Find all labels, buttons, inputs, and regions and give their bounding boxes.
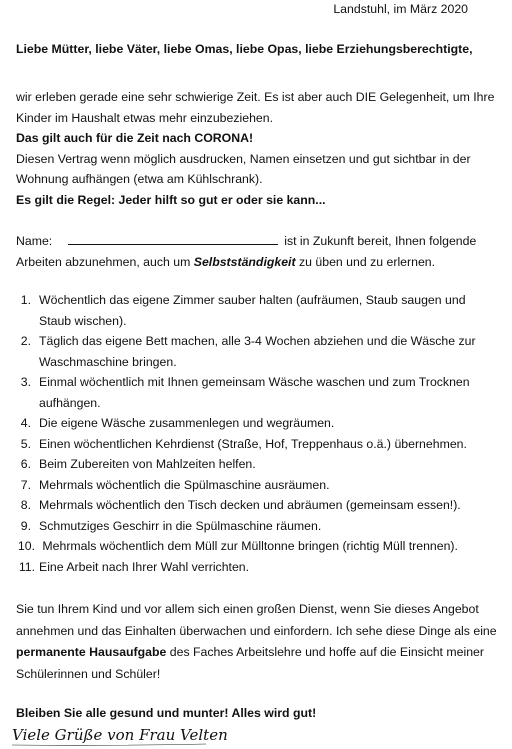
task-number-text: 7. [20, 477, 31, 492]
task-item-continuation [16, 311, 476, 332]
task-text: Täglich das eigene Bett machen, alle 3-4 Wochen abziehen und die Wäsche zur [39, 334, 476, 348]
task-item [16, 413, 476, 434]
closing-line: Sie tun Ihrem Kind und vor allem sich einen großen Dienst, wenn Sie dieses Angebot [16, 602, 479, 616]
intro-line: wir erleben gerade eine sehr schwierige Zeit. Es ist aber auch DIE Gelegenheit, um Ihre [16, 90, 495, 104]
place-date: Landstuhl, im März 2020 [333, 2, 468, 16]
intro-line: Kinder im Haushalt etwas mehr einzubeziehen. [16, 110, 274, 125]
task-item [16, 290, 476, 311]
name-line2-pre: Arbeiten abzunehmen, auch um [16, 254, 194, 269]
task-text: Waschmaschine bringen. [39, 354, 177, 369]
closing-line: Schülerinnen und Schüler! [16, 666, 161, 681]
name-label: Name: [16, 234, 53, 248]
task-item [16, 516, 476, 537]
task-item [16, 434, 476, 455]
closing-paragraph [16, 599, 497, 685]
farewell: Bleiben Sie alle gesund und munter! Alles wird gut! [16, 706, 317, 720]
task-number-text: 5. [20, 436, 31, 451]
intro-paragraph [16, 87, 494, 211]
task-text: Wöchentlich das eigene Zimmer sauber halten (aufräumen, Staub saugen und [39, 293, 466, 307]
selbststaendigkeit-emphasis: Selbstständigkeit [193, 254, 296, 269]
task-text: Beim Zubereiten von Mahlzeiten helfen. [39, 457, 256, 471]
name-blank-line [68, 232, 278, 245]
name-line2-post: zu üben und zu erlernen. [295, 254, 436, 269]
permanente-hausaufgabe-emphasis: permanente Hausaufgabe [16, 645, 167, 659]
name-after-text: ist in Zukunft bereit, Ihnen folgende [284, 234, 477, 248]
task-text: Einmal wöchentlich mit Ihnen gemeinsam Wäsche waschen und zum Trocknen [39, 375, 470, 389]
task-item-continuation [16, 352, 476, 373]
task-text: Einen wöchentlichen Kehrdienst (Straße, Hof, Treppenhaus o.ä.) übernehmen. [39, 436, 467, 451]
task-number-text: 3. [20, 375, 31, 389]
intro-line: Diesen Vertrag wenn möglich ausdrucken, Namen einsetzen und gut sichtbar in der [16, 151, 471, 166]
task-number-text: 1. [20, 293, 31, 307]
task-item [16, 495, 476, 516]
task-number-text: 11. [18, 559, 35, 574]
task-text: Schmutziges Geschirr in die Spülmaschine räumen. [39, 518, 322, 533]
task-text: Mehrmals wöchentlich den Tisch decken und abräumen (gemeinsam essen!). [39, 498, 461, 512]
closing-line: annehmen und das Einhalten überwachen und einfordern. Ich sehe diese Dinge als eine [16, 623, 497, 638]
intro-bold-line: Das gilt auch für die Zeit nach CORONA! [16, 131, 254, 146]
task-text: Die eigene Wäsche zusammenlegen und wegräumen. [39, 416, 335, 430]
task-text: Staub wischen). [39, 313, 127, 328]
task-item [16, 557, 476, 578]
task-item [16, 454, 476, 475]
task-text: Eine Arbeit nach Ihrer Wahl verrichten. [39, 559, 250, 574]
task-number-text: 8. [20, 498, 31, 512]
closing-line: des Faches Arbeitslehre und hoffe auf die Einsicht meiner [166, 645, 484, 659]
signature-underline [10, 743, 210, 747]
signature: Viele Grüße von Frau Velten [12, 726, 228, 744]
task-item [16, 372, 476, 393]
name-section [16, 231, 476, 272]
task-number-text: 6. [20, 457, 31, 471]
intro-line: Wohnung aufhängen (etwa am Kühlschrank). [16, 172, 263, 187]
task-text: Mehrmals wöchentlich dem Müll zur Mülltonne bringen (richtig Müll trennen). [39, 539, 458, 553]
task-text: aufhängen. [39, 395, 101, 410]
task-number-text: 2. [20, 334, 31, 348]
intro-rule-line: Es gilt die Regel: Jeder hilft so gut er oder sie kann... [16, 192, 326, 207]
task-item [16, 475, 476, 496]
task-item [16, 536, 476, 557]
task-number-text: 9. [20, 518, 31, 533]
greeting: Liebe Mütter, liebe Väter, liebe Omas, liebe Opas, liebe Erziehungsberechtigte, [16, 42, 473, 56]
task-number-text: 4. [20, 416, 31, 430]
task-text: Mehrmals wöchentlich die Spülmaschine ausräumen. [39, 477, 330, 492]
task-item [16, 331, 476, 352]
task-list [16, 290, 476, 577]
task-item-continuation [16, 393, 476, 414]
task-number-text: 10. [17, 539, 35, 553]
